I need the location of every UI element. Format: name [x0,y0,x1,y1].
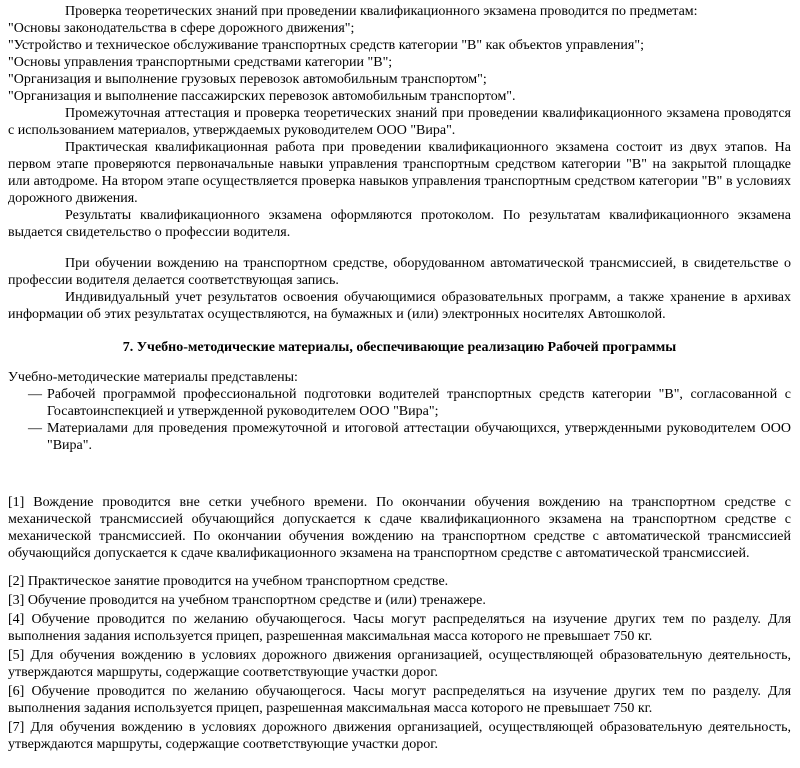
paragraph-interim-attestation: Промежуточная аттестация и проверка теоретических знаний при проведении квалификационного экзамена проводятся с использованием материалов, утверждаемых руководителем ООО "Вира". [8,106,791,138]
subject-line-5: "Организация и выполнение пассажирских перевозок автомобильным транспортом". [8,89,516,104]
materials-list-item-1 [8,386,791,420]
subject-line-3: "Основы управления транспортными средствами категории "В"; [8,55,393,70]
footnote-text: Для обучения вождению в условиях дорожного движения организацией, осуществляющей образовательную деятельность, утверждаются маршруты, содержащие соответствующие участки дорог. [8,648,791,680]
subject-line-2: "Устройство и техническое обслуживание транспортных средств категории "В" как объектов управления"; [8,38,644,53]
paragraph-individual-records: Индивидуальный учет результатов освоения обучающимися образовательных программ, а также хранение в архивах информации об этих результатах осуществляются, на бумажных и (или) электронных носителях Автошколой. [8,290,791,322]
list-dash-icon: — [28,421,42,436]
paragraph-automatic-transmission: При обучении вождению на транспортном средстве, оборудованном автоматической трансмиссией, в свидетельстве о профессии водителя делается соответствующая запись. [8,256,791,288]
materials-list-item-text: Рабочей программой профессиональной подготовки водителей транспортных средств категории "В", согласованной с Госавтоинспекцией и утвержденной руководителем ООО "Вира"; [47,387,791,419]
footnote-text: Практическое занятие проводится на учебном транспортном средстве. [27,574,449,589]
footnote-6 [8,683,791,717]
footnote-marker: [3] [8,593,25,608]
footnote-text: Обучение проводится по желанию обучающегося. Часы могут распределяться на изучение других тем по разделу. Для выполнения задания используется прицеп, разрешенная максимальная масса которого не превышает 750 кг. [8,612,792,644]
paragraph-practical-exam: Практическая квалификационная работа при проведении квалификационного экзамена состоит из двух этапов. На первом этапе проверяются первоначальные навыки управления транспортным средством категории "В" на закрытой площадке или автодроме. На втором этапе осуществляется проверка навыков управления транспортным средством категории "В" в условиях дорожного движения. [8,140,791,206]
list-dash-icon: — [28,387,42,402]
footnote-3 [8,592,791,609]
footnote-marker: [4] [8,612,25,627]
footnote-text: Обучение проводится на учебном транспортном средстве и (или) тренажере. [27,593,486,608]
section-heading: 7. Учебно-методические материалы, обеспечивающие реализацию Рабочей программы [122,340,677,355]
footnote-7 [8,719,791,753]
footnote-marker: [7] [8,720,25,735]
materials-list-item-2 [8,420,791,454]
footnote-text: Обучение проводится по желанию обучающегося. Часы могут распределяться на изучение других тем по разделу. Для выполнения задания используется прицеп, разрешенная максимальная масса которого не превышает 750 кг. [8,684,792,716]
footnote-1 [8,494,791,562]
footnote-4 [8,611,791,645]
materials-intro: Учебно-методические материалы представлены: [8,370,298,385]
footnotes-section [8,494,791,753]
subject-line-4: "Организация и выполнение грузовых перевозок автомобильным транспортом"; [8,72,487,87]
materials-list-item-text: Материалами для проведения промежуточной и итоговой аттестации обучающихся, утвержденными руководителем ООО "Вира". [47,421,791,453]
footnote-marker: [2] [8,574,25,589]
subject-line-1: "Основы законодательства в сфере дорожного движения"; [8,21,355,36]
footnote-marker: [6] [8,684,25,699]
footnote-text: Вождение проводится вне сетки учебного времени. По окончании обучения вождению на транспортном средстве с механической трансмиссией обучающийся допускается к сдаче квалификационного экзамена на транспортном средстве с механической трансмиссией. По окончании обучения вождению на транспортном средстве с автоматической трансмиссией обучающийся допускается к сдаче квалификационного экзамена на транспортном средстве с автоматической трансмиссией. [8,495,792,561]
footnote-marker: [1] [8,495,25,510]
paragraph-exam-results: Результаты квалификационного экзамена оформляются протоколом. По результатам квалификационного экзамена выдается свидетельство о профессии водителя. [8,208,791,240]
paragraph-theory-check: Проверка теоретических знаний при проведении квалификационного экзамена проводится по предметам: [65,4,698,19]
footnote-2 [8,573,791,590]
footnote-text: Для обучения вождению в условиях дорожного движения организацией, осуществляющей образовательную деятельность, утверждаются маршруты, содержащие соответствующие участки дорог. [8,720,791,752]
footnote-marker: [5] [8,648,25,663]
footnote-5 [8,647,791,681]
